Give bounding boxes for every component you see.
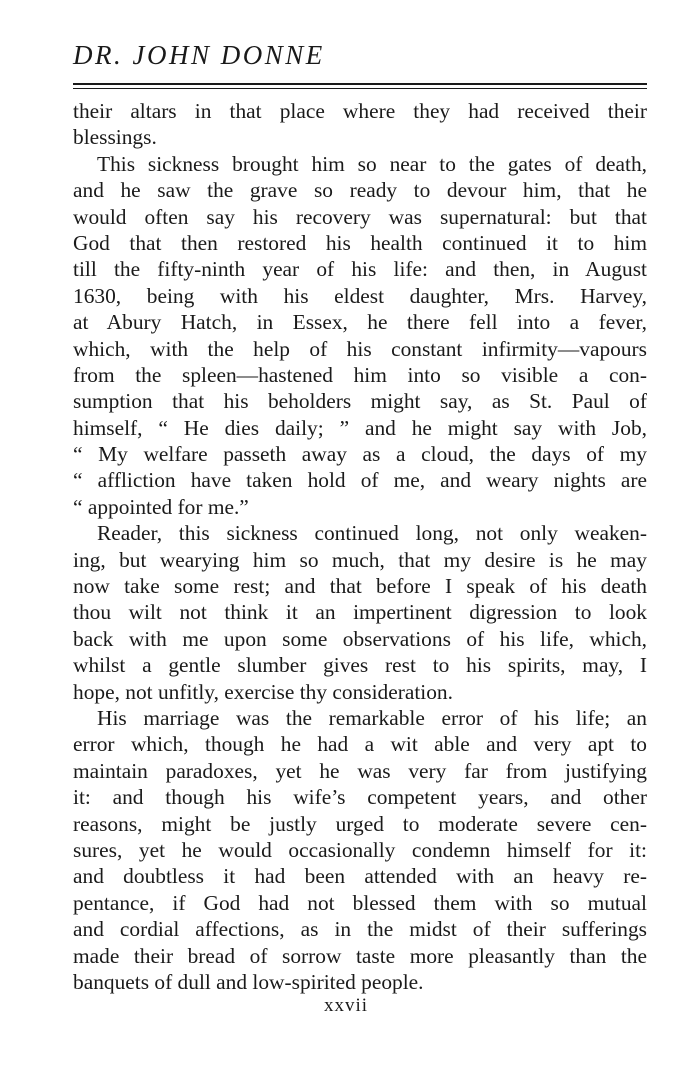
text-line: pentance, if God had not blessed them with so mutual bbox=[73, 890, 647, 915]
paragraph-first-line: This sickness brought him so near to the gates of death, bbox=[97, 151, 647, 176]
text-line: “ affliction have taken hold of me, and weary nights are bbox=[73, 468, 647, 493]
text-line: “ appointed for me.” bbox=[73, 494, 249, 519]
text-line: would often say his recovery was supernatural: but that bbox=[73, 204, 647, 229]
text-line: and doubtless it had been attended with an heavy re- bbox=[73, 864, 647, 889]
text-line: ing, but wearying him so much, that my desire is he may bbox=[73, 547, 647, 572]
text-line: from the spleen—hastened him into so visible a con- bbox=[73, 362, 647, 387]
text-line: maintain paradoxes, yet he was very far from justifying bbox=[73, 758, 647, 783]
text-line: himself, “ He dies daily; ” and he might say with Job, bbox=[73, 415, 647, 440]
text-line: it: and though his wife’s competent years, and other bbox=[73, 785, 647, 810]
text-line: reasons, might be justly urged to moderate severe cen- bbox=[73, 811, 647, 836]
text-line: blessings. bbox=[73, 125, 157, 150]
header-rule-thin bbox=[73, 88, 647, 89]
text-line: at Abury Hatch, in Essex, he there fell into a fever, bbox=[73, 310, 647, 335]
text-line: God that then restored his health continued it to him bbox=[73, 230, 647, 255]
paragraph-first-line: His marriage was the remarkable error of his life; an bbox=[97, 705, 647, 730]
text-line: made their bread of sorrow taste more pleasantly than the bbox=[73, 943, 647, 968]
text-line: till the fifty-ninth year of his life: and then, in August bbox=[73, 257, 647, 282]
text-line: hope, not unfitly, exercise thy consideration. bbox=[73, 679, 453, 704]
text-line: their altars in that place where they had received their bbox=[73, 99, 647, 123]
text-line: which, with the help of his constant infirmity—vapours bbox=[73, 336, 647, 361]
text-line: back with me upon some observations of his life, which, bbox=[73, 626, 647, 651]
text-line: whilst a gentle slumber gives rest to his spirits, may, I bbox=[73, 653, 647, 678]
text-line: banquets of dull and low-spirited people. bbox=[73, 969, 424, 994]
running-head-title: DR. JOHN DONNE bbox=[73, 40, 325, 70]
body-text bbox=[73, 98, 647, 995]
text-line: sures, yet he would occasionally condemn himself for it: bbox=[73, 837, 647, 862]
paragraph-first-line: Reader, this sickness continued long, not only weaken- bbox=[97, 521, 647, 546]
text-line: and cordial affections, as in the midst of their sufferings bbox=[73, 917, 647, 942]
text-line: 1630, being with his eldest daughter, Mrs. Harvey, bbox=[73, 283, 647, 308]
text-line: thou wilt not think it an impertinent digression to look bbox=[73, 600, 647, 625]
page-number: xxvii bbox=[323, 995, 369, 1016]
header-rule-thick bbox=[73, 83, 647, 85]
text-line: now take some rest; and that before I speak of his death bbox=[73, 574, 647, 599]
text-line: “ My welfare passeth away as a cloud, the days of my bbox=[73, 442, 647, 467]
text-line: and he saw the grave so ready to devour him, that he bbox=[73, 178, 647, 203]
text-line: sumption that his beholders might say, as St. Paul of bbox=[73, 389, 647, 414]
text-line: error which, though he had a wit able and very apt to bbox=[73, 732, 647, 757]
